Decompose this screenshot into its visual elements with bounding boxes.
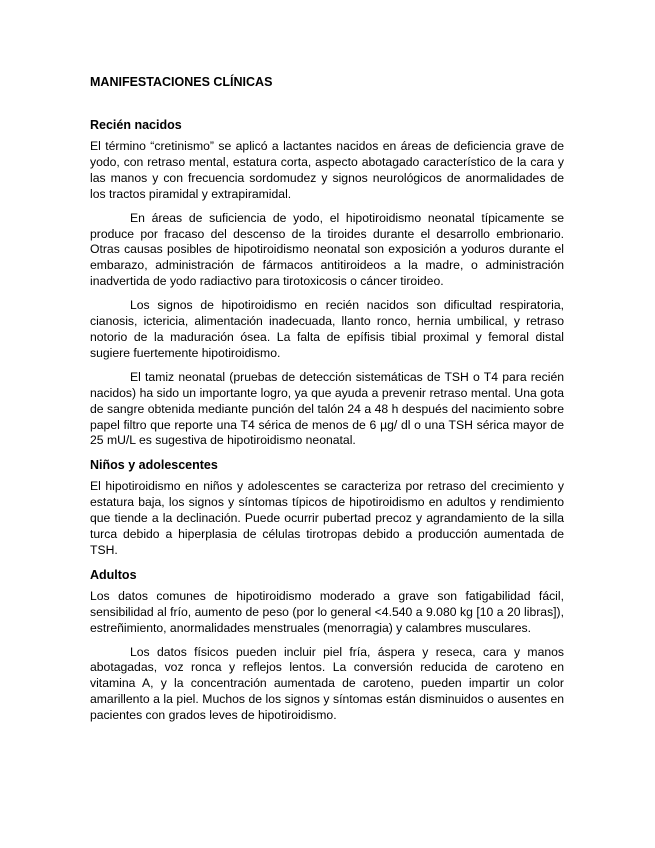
- paragraph: En áreas de suficiencia de yodo, el hipotiroidismo neonatal típicamente se produce por fracaso del descenso de la tiroides durante el desarrollo embrionario. Otras causas posibles de hipotiroidismo neonatal son exposición a yoduros durante el embarazo, administración de fármacos antitiroideos a la madre, o administración inadvertida de yodo radiactivo para tirotoxicosis o cáncer tiroideo.: [90, 210, 564, 289]
- paragraph: El término “cretinismo” se aplicó a lactantes nacidos en áreas de deficiencia grave de yodo, con retraso mental, estatura corta, aspecto abotagado característico de la cara y las manos y con frecuencia sordomudez y signos neurológicos de anormalidades de los tractos piramidal y extrapiramidal.: [90, 139, 564, 201]
- section-recien-nacidos: [90, 117, 564, 449]
- paragraph: Los datos comunes de hipotiroidismo moderado a grave son fatigabilidad fácil, sensibilidad al frío, aumento de peso (por lo general <4.540 a 9.080 kg [10 a 20 libras]), estreñimiento, anormalidades menstruales (menorragia) y calambres musculares.: [90, 588, 564, 635]
- section-heading: Recién nacidos: [90, 118, 182, 132]
- section-ninos-adolescentes: [90, 457, 564, 559]
- paragraph: Los signos de hipotiroidismo en recién nacidos son dificultad respiratoria, cianosis, ictericia, alimentación inadecuada, llanto ronco, hernia umbilical, y retraso notorio de la maduración ósea. La falta de epífisis tibial proximal y femoral distal sugiere fuertemente hipotiroidismo.: [90, 298, 564, 360]
- section-heading: Adultos: [90, 567, 137, 582]
- section-adultos: [90, 567, 564, 724]
- paragraph: Los datos físicos pueden incluir piel fría, áspera y reseca, cara y manos abotagadas, voz ronca y reflejos lentos. La conversión reducida de caroteno en vitamina A, y la concentración aumentada de caroteno, pueden impartir un color amarillento a la piel. Muchos de los signos y síntomas están disminuidos o ausentes en pacientes con grados leves de hipotiroidismo.: [90, 644, 564, 723]
- document-title: MANIFESTACIONES CLÍNICAS: [90, 75, 273, 89]
- paragraph: El hipotiroidismo en niños y adolescentes se caracteriza por retraso del crecimiento y estatura baja, los signos y síntomas típicos de hipotiroidismo en adultos y rendimiento que tiende a la declinación. Puede ocurrir pubertad precoz y agrandamiento de la silla turca debido a hiperplasia de células tirotropas debido a producción aumentada de TSH.: [90, 479, 564, 557]
- paragraph: El tamiz neonatal (pruebas de detección sistemáticas de TSH o T4 para recién nacidos) ha sido un importante logro, ya que ayuda a prevenir retraso mental. Una gota de sangre obtenida mediante punción del talón 24 a 48 h después del nacimiento sobre papel filtro que reporte una T4 sérica de menos de 6 µg/ dl o una TSH sérica mayor de 25 mU/L es sugestiva de hipotiroidismo neonatal.: [90, 369, 564, 448]
- section-heading: Niños y adolescentes: [90, 458, 218, 473]
- document-page: [90, 74, 564, 732]
